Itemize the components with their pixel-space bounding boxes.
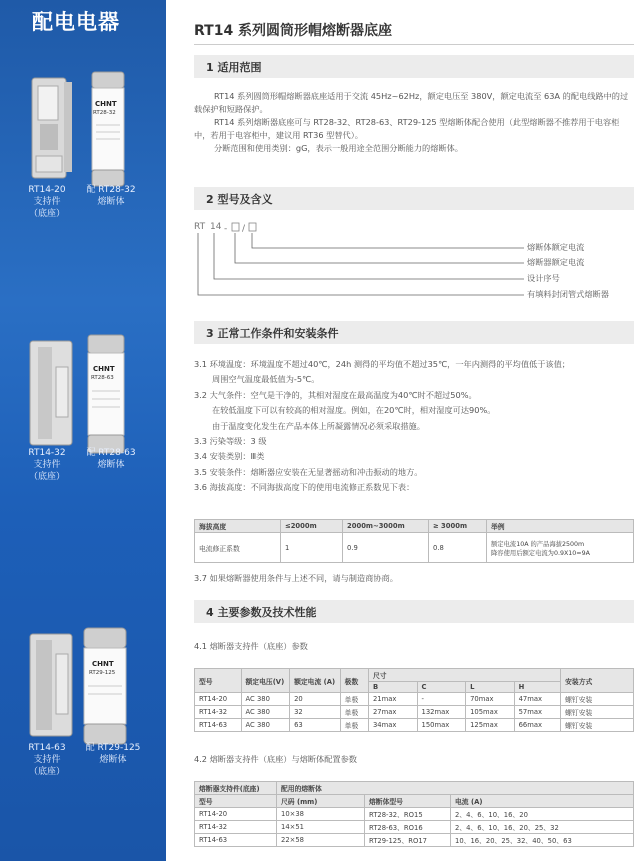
- table-cell: 32: [290, 706, 341, 719]
- table-header: 熔断体型号: [365, 795, 451, 808]
- table-header: 熔断器支持件(底座): [195, 782, 277, 795]
- table-cell: 22×58: [277, 834, 365, 847]
- table-cell: RT29-125、RO17: [365, 834, 451, 847]
- table-header: L: [466, 682, 515, 693]
- table-cell: RT14-32: [195, 821, 277, 834]
- model-label-fuse-current: 熔断体额定电流: [527, 242, 585, 252]
- table-header: B: [368, 682, 417, 693]
- title-divider: [194, 44, 634, 45]
- table-header: ≥ 3000m: [429, 520, 487, 533]
- fuse-model-label: RT28-63: [91, 375, 114, 381]
- table-cell: 14×51: [277, 821, 365, 834]
- table-cell: AC 380: [241, 719, 290, 732]
- table-cell: 2、4、6、10、16、20、25、32: [451, 821, 634, 834]
- table-header: 安装方式: [561, 669, 634, 693]
- table-cell: 单极: [340, 719, 368, 732]
- table-header: 尺码 (mm): [277, 795, 365, 808]
- table-cell: RT14-63: [195, 719, 242, 732]
- table-header: H: [514, 682, 561, 693]
- condition-3-1: 3.1 环境温度：环境温度不超过40℃，24h 测得的平均值不超过35℃，一年内测得的平均值低于该值；: [194, 359, 570, 369]
- table-cell: 0.8: [429, 533, 487, 563]
- table-header: C: [417, 682, 466, 693]
- params-caption-4-2: 4.2 熔断器支持件（底座）与熔断体配置参数: [194, 754, 357, 764]
- table-cell: AC 380: [241, 693, 290, 706]
- table-header: 2000m~3000m: [343, 520, 429, 533]
- table-cell: 132max: [417, 706, 466, 719]
- page-title: RT14 系列圆筒形帽熔断器底座: [194, 23, 393, 39]
- example-line-2: 降容使用后额定电流为0.9X10=9A: [491, 549, 590, 557]
- table-cell: 10、16、20、25、32、40、50、63: [451, 834, 634, 847]
- fuse-model: 配 RT29-125: [85, 743, 141, 753]
- fuse-logo: CHNT: [93, 365, 115, 373]
- condition-3-2-cont2: 由于温度变化发生在产品本体上所凝露情况必须采取措施。: [212, 420, 425, 431]
- table-cell: 电流修正系数: [195, 533, 281, 563]
- table-cell: RT14-32: [195, 706, 242, 719]
- table-cell: RT28-63、RO16: [365, 821, 451, 834]
- model-code-number: 14: [210, 222, 222, 232]
- table-header: 额定电压(V): [241, 669, 290, 693]
- table-header: 海拔高度: [195, 520, 281, 533]
- sidebar-title: 配电电器: [32, 10, 120, 34]
- main-content: [166, 0, 643, 861]
- table-cell: 105max: [466, 706, 515, 719]
- fuse-model: 配 RT28-32: [86, 185, 136, 195]
- base-desc: 支持件: [33, 197, 61, 207]
- table-cell: 66max: [514, 719, 561, 732]
- table-row: [195, 821, 634, 834]
- table-cell: 70max: [466, 693, 515, 706]
- model-code-prefix: RT: [194, 222, 206, 232]
- fuse-caption: [76, 742, 150, 766]
- table-header: 电流 (A): [451, 795, 634, 808]
- fuse-model-label: RT29-125: [89, 670, 116, 676]
- table-cell: 单极: [340, 706, 368, 719]
- table-cell: 34max: [368, 719, 417, 732]
- condition-3-7-wrap: [194, 571, 634, 586]
- condition-3-7: 3.7 如果熔断器使用条件与上述不同，请与制造商协商。: [194, 573, 398, 583]
- product-group-rt14-32: [0, 325, 166, 495]
- section-header-scope: [194, 55, 634, 78]
- fuse-cartridge-image: [84, 333, 128, 457]
- section-header-params: [194, 600, 634, 623]
- product-group-rt14-63: [0, 616, 166, 786]
- table-header: ≤2000m: [281, 520, 343, 533]
- table-header: 型号: [195, 669, 242, 693]
- fuse-logo: CHNT: [92, 660, 114, 668]
- fuse-model: 配 RT28-63: [86, 448, 136, 458]
- base-model: RT14-32: [28, 448, 66, 458]
- table-cell: 27max: [368, 706, 417, 719]
- base-params-table: [194, 668, 634, 732]
- model-code-diagram: [194, 222, 634, 312]
- table-cell: 单极: [340, 693, 368, 706]
- fuse-cartridge-image: [80, 626, 130, 748]
- table-cell: 螺钉安装: [561, 693, 634, 706]
- conditions-list: [194, 357, 634, 496]
- svg-text:-: -: [224, 224, 228, 234]
- base-model: RT14-63: [28, 743, 66, 753]
- params-caption-4-1: 4.1 熔断器支持件（底座）参数: [194, 641, 308, 651]
- section-title: 1 适用范围: [206, 61, 262, 74]
- table-cell: 螺钉安装: [561, 719, 634, 732]
- altitude-correction-table: [194, 519, 634, 563]
- base-model: RT14-20: [28, 185, 66, 195]
- table-cell: 21max: [368, 693, 417, 706]
- table-cell: 螺钉安装: [561, 706, 634, 719]
- section-title: 2 型号及含义: [206, 193, 273, 206]
- table-header: 配用的熔断体: [277, 782, 634, 795]
- condition-3-3: 3.3 污染等级：3 级: [194, 436, 267, 447]
- condition-3-2: 3.2 大气条件：空气是干净的，其相对湿度在最高温度为40℃时不超过50%。: [194, 389, 477, 400]
- table-header: 极数: [340, 669, 368, 693]
- condition-3-6: 3.6 海拔高度：不同海拔高度下的使用电流修正系数见下表：: [194, 482, 415, 493]
- condition-3-2-cont: 在较低温度下可以有较高的相对湿度。例如，在20℃时，相对湿度可达90%。: [212, 405, 496, 416]
- table-cell: 57max: [514, 706, 561, 719]
- fuse-config-table: [194, 781, 634, 847]
- product-group-rt14-20: [0, 60, 166, 230]
- model-label-type: 有填料封闭管式熔断器: [527, 289, 609, 299]
- base-caption: [14, 184, 80, 220]
- base-desc2: （底座）: [28, 209, 65, 219]
- table-header: 举例: [487, 520, 634, 533]
- table-cell: 2、4、6、10、16、20: [451, 808, 634, 821]
- fuse-desc: 熔断体: [97, 460, 125, 470]
- table-cell: 63: [290, 719, 341, 732]
- table-row: [195, 834, 634, 847]
- base-desc2: （底座）: [28, 767, 65, 777]
- fuse-desc: 熔断体: [97, 197, 125, 207]
- sidebar: [0, 0, 166, 861]
- base-desc2: （底座）: [28, 472, 65, 482]
- fuse-desc: 熔断体: [99, 755, 127, 765]
- table-cell: 47max: [514, 693, 561, 706]
- table-cell: AC 380: [241, 706, 290, 719]
- table-cell: 0.9: [343, 533, 429, 563]
- scope-text: [194, 90, 630, 155]
- table-cell: RT14-20: [195, 808, 277, 821]
- table-header: 型号: [195, 795, 277, 808]
- condition-3-5: 3.5 安装条件：熔断器应安装在无显著摇动和冲击振动的地方。: [194, 466, 423, 477]
- example-line-1: 额定电流10A 的产品海拔2500m: [491, 540, 585, 548]
- table-cell: -: [417, 693, 466, 706]
- table-cell: 20: [290, 693, 341, 706]
- base-desc: 支持件: [33, 755, 61, 765]
- scope-paragraph-2: RT14 系列熔断器底座可与 RT28-32、RT28-63、RT29-125 型熔断体配合使用（此型熔断器不推荐用于电容柜中，若用于电容柜中，建议用 RT36 型替代）。: [194, 117, 620, 140]
- fuse-model-label: RT28-32: [93, 110, 116, 116]
- table-cell: 1: [281, 533, 343, 563]
- fuse-logo: CHNT: [95, 100, 117, 108]
- table-cell: 150max: [417, 719, 466, 732]
- section-header-conditions: [194, 321, 634, 344]
- section-title: 4 主要参数及技术性能: [206, 606, 317, 619]
- table-cell: 125max: [466, 719, 515, 732]
- fuse-base-image: [26, 630, 76, 740]
- base-caption: [14, 742, 80, 778]
- table-header: 尺寸: [368, 669, 560, 682]
- fuse-cartridge-image: [88, 70, 128, 188]
- table-row: [195, 706, 634, 719]
- base-desc: 支持件: [33, 460, 61, 470]
- fuse-base-image: [28, 72, 74, 184]
- svg-text:/: /: [242, 224, 246, 234]
- scope-paragraph-3: 分断范围和使用类别：gG，表示一般用途全范围分断能力的熔断体。: [214, 143, 463, 153]
- section-header-model: [194, 187, 634, 210]
- section-title: 3 正常工作条件和安装条件: [206, 327, 339, 340]
- condition-3-4: 3.4 安装类别：Ⅲ类: [194, 451, 265, 462]
- fuse-caption: [76, 184, 146, 208]
- table-header: 额定电流 (A): [290, 669, 341, 693]
- table-row: [195, 719, 634, 732]
- table-row: [195, 693, 634, 706]
- fuse-caption: [76, 447, 146, 471]
- table-cell: 10×38: [277, 808, 365, 821]
- table-cell: RT14-63: [195, 834, 277, 847]
- fuse-base-image: [26, 337, 76, 449]
- scope-paragraph-1: RT14 系列圆筒形帽熔断器底座适用于交流 45Hz~62Hz，额定电压至 380V，额定电流至 63A 的配电线路中的过载保护和短路保护。: [194, 91, 629, 114]
- table-cell: RT28-32、RO15: [365, 808, 451, 821]
- condition-3-1-cont: 周围空气温度最低值为-5℃。: [212, 374, 320, 385]
- base-caption: [14, 447, 80, 483]
- model-label-rated-current: 熔断器额定电流: [527, 257, 585, 267]
- table-cell: RT14-20: [195, 693, 242, 706]
- table-row: [195, 808, 634, 821]
- table-cell-example: [487, 533, 634, 563]
- model-label-design-no: 设计序号: [527, 273, 560, 283]
